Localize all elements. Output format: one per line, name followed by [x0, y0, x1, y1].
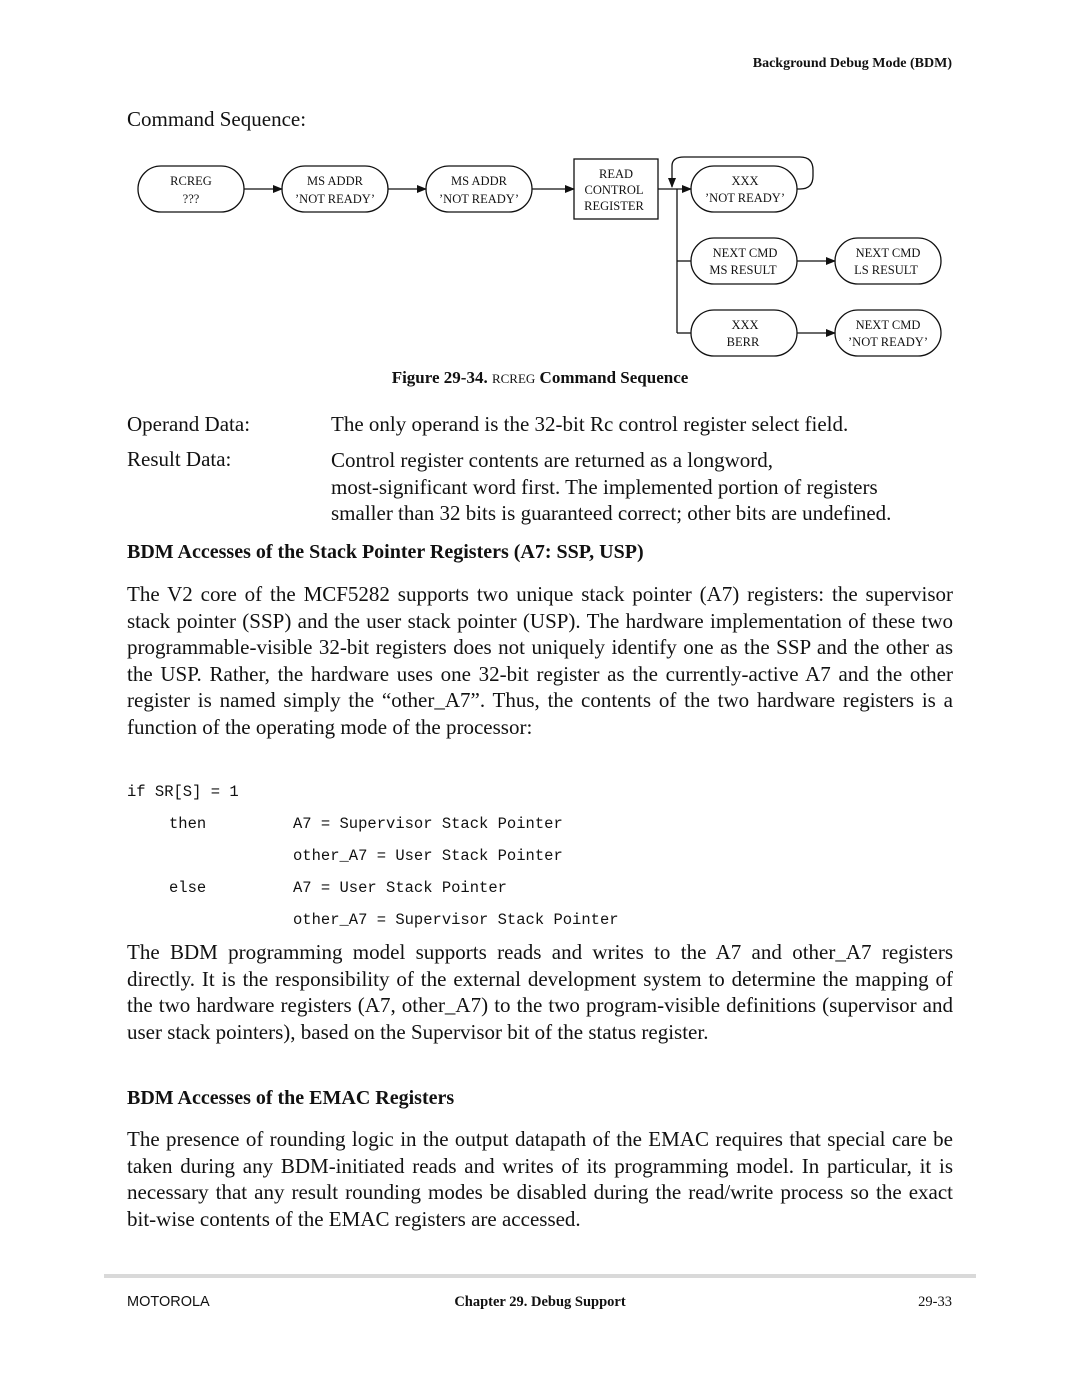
code-keyword-else: else — [169, 879, 207, 897]
result-line: most-significant word first. The implemented portion of registers — [331, 474, 878, 499]
code-else-line1: A7 = User Stack Pointer — [293, 879, 507, 897]
node-next-cmd-ms-result — [691, 238, 797, 284]
stack-pointer-paragraph: The V2 core of the MCF5282 supports two unique stack pointer (A7) registers: the supervisor stack pointer (SSP) and the user stack pointer (USP). The hardware implementation of these two programmable-visible 32-bit registers does not uniquely identify one as the SSP and the other as the USP. Rather, the hardware uses one 32-bit register as the currently-active A7 and the other register is named simply the “other_A7”. Thus, the contents of the two hardware registers is a function of the operating mode of the processor: — [127, 582, 953, 739]
node-ms-result-line1: NEXT CMD — [712, 246, 778, 260]
footer-rule — [104, 1274, 976, 1278]
node-read-line1: READ — [598, 167, 634, 181]
running-header: Background Debug Mode (BDM) — [752, 56, 952, 71]
programming-model-paragraph: The BDM programming model supports reads and writes to the A7 and other_A7 registers directly. It is the responsibility of the external development system to determine the mapping of the two hardware registers (A7, other_A7) to the two program-visible definitions (supervisor and user stack pointers), based on the Supervisor bit of the status register. — [127, 940, 953, 1044]
node-ls-result-line2: LS RESULT — [854, 263, 918, 277]
node-ms-addr-2-line1: MS ADDR — [451, 174, 507, 188]
node-next-cmd-not-ready-line2: ’NOT READY’ — [848, 335, 928, 349]
section-heading-stack-pointer: BDM Accesses of the Stack Pointer Registers (A7: SSP, USP) — [127, 541, 644, 563]
footer-page-number: 29-33 — [918, 1294, 952, 1310]
node-ms-addr-1-line2: ’NOT READY’ — [295, 192, 375, 206]
code-else-line2: other_A7 = Supervisor Stack Pointer — [293, 911, 619, 929]
node-ms-addr-2-line2: ’NOT READY’ — [439, 192, 519, 206]
emac-paragraph: The presence of rounding logic in the output datapath of the EMAC requires that special care be taken during any BDM-initiated reads and writes of its programming model. In particular, it is necessary that any result rounding modes be disabled during the read/write process so the exact bit-wise contents of the EMAC registers are accessed. — [127, 1127, 953, 1231]
node-ms-result-line2: MS RESULT — [709, 263, 777, 277]
section-heading-emac: BDM Accesses of the EMAC Registers — [127, 1087, 455, 1109]
node-xxx-not-ready-line2: ’NOT READY’ — [705, 191, 785, 205]
figure-caption — [0, 368, 1080, 388]
caption-prefix: Figure 29-34. — [391, 368, 492, 387]
node-next-cmd-not-ready — [835, 310, 941, 356]
node-xxx-berr — [691, 310, 797, 356]
node-read-line3: REGISTER — [584, 199, 644, 213]
node-berr-line2: BERR — [726, 335, 760, 349]
caption-smallcaps: RCREG — [491, 371, 536, 386]
node-ls-result-line1: NEXT CMD — [855, 246, 921, 260]
operand-data-text: The only operand is the 32-bit Rc control register select field. — [331, 412, 849, 436]
result-line: Control register contents are returned as a longword, — [331, 448, 774, 472]
code-line-if: if SR[S] = 1 — [127, 783, 239, 801]
node-xxx-not-ready — [691, 166, 797, 212]
code-keyword-then: then — [169, 815, 207, 833]
node-ms-addr-1-line1: MS ADDR — [307, 174, 363, 188]
caption-suffix: Command Sequence — [535, 368, 689, 387]
result-data-label: Result Data: — [127, 447, 232, 471]
code-then-line2: other_A7 = User Stack Pointer — [293, 847, 563, 865]
operand-data-label: Operand Data: — [127, 412, 251, 436]
command-sequence-label: Command Sequence: — [127, 107, 307, 131]
rcreg-command-sequence-diagram — [0, 0, 1080, 370]
result-data-text — [331, 447, 971, 527]
node-rcreg-line2: ??? — [182, 192, 200, 206]
footer-chapter: Chapter 29. Debug Support — [454, 1294, 626, 1310]
node-berr-line1: XXX — [731, 318, 759, 332]
code-then-line1: A7 = Supervisor Stack Pointer — [293, 815, 563, 833]
node-next-cmd-not-ready-line1: NEXT CMD — [855, 318, 921, 332]
footer-left: MOTOROLA — [127, 1294, 210, 1310]
node-next-cmd-ls-result — [835, 238, 941, 284]
node-xxx-not-ready-line1: XXX — [731, 174, 759, 188]
node-read-line2: CONTROL — [584, 183, 644, 197]
result-line: smaller than 32 bits is guaranteed correct; other bits are undefined. — [331, 501, 892, 525]
node-rcreg-line1: RCREG — [170, 174, 212, 188]
